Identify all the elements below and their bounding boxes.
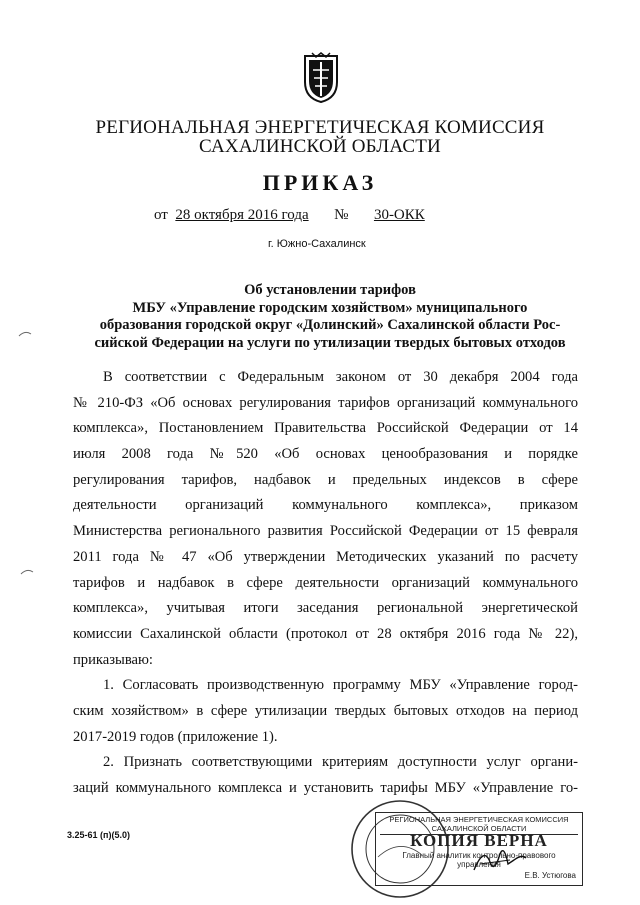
stamp-signer: Е.В. Устюгова: [524, 871, 576, 880]
item1-line: ским хозяйством» в сфере утилизации твердых бытовых отходов на период: [73, 702, 578, 719]
coat-of-arms-icon: [302, 52, 340, 104]
scan-mark: [18, 330, 32, 338]
item1-line: 1. Согласовать производственную программу МБУ «Управление город-: [103, 677, 578, 694]
order-subject: [70, 282, 590, 352]
order-number: 30-ОКК: [373, 207, 425, 223]
body-line: Министерства регионального развития Российской Федерации от 15 февраля: [73, 523, 578, 540]
document-type-title: ПРИКАЗ: [262, 170, 378, 195]
body-line: деятельности организаций коммунального комплекса», приказом: [73, 497, 578, 514]
subject-line: Об установлении тарифов: [244, 282, 416, 298]
body-line: регулирования тарифов, надбавок и предельных индексов в сфере: [73, 471, 578, 488]
body-line: комиссии Сахалинской области (протокол от 28 октября 2016 года № 22),: [73, 625, 578, 642]
organization-name-line2: САХАЛИНСКОЙ ОБЛАСТИ: [199, 136, 441, 157]
document-code: 3.25-61 (п)(5.0): [67, 830, 130, 840]
body-line: июля 2008 года №520 «Об основах ценообразования и порядке: [73, 446, 578, 463]
item2-line: 2. Признать соответствующими критериям доступности услуг органи-: [103, 754, 578, 771]
item2-line: заций коммунального комплекса и установить тарифы МБУ «Управление го-: [73, 780, 578, 796]
body-line: приказываю:: [73, 651, 153, 668]
order-date-number-line: [154, 207, 425, 224]
subject-line: МБУ «Управление городским хозяйством» муниципального: [132, 299, 528, 316]
item1-line: 2017-2019 годов (приложение 1).: [73, 728, 278, 745]
organization-name-line1: РЕГИОНАЛЬНАЯ ЭНЕРГЕТИЧЕСКАЯ КОМИССИЯ: [95, 117, 545, 138]
stamp-position: Главный аналитик контрольно-правового управления: [402, 851, 556, 869]
stamp-title: КОПИЯ ВЕРНА: [410, 831, 548, 850]
body-line: тарифов и надбавок в сфере деятельности организаций коммунального: [73, 574, 578, 591]
body-line: комплекса», Постановлением Правительства Российской Федерации от 14: [73, 420, 578, 437]
stamp-department: РЕГИОНАЛЬНАЯ ЭНЕРГЕТИЧЕСКАЯ КОМИССИЯ САХАЛИНСКОЙ ОБЛАСТИ: [380, 815, 578, 835]
order-date: 28 октября 2016 года: [175, 207, 309, 223]
body-line: В соответствии с Федеральным законом от 30 декабря 2004 года: [103, 369, 578, 385]
handwritten-signature: [470, 840, 530, 880]
number-label: №: [334, 207, 349, 223]
scan-mark: [20, 568, 34, 576]
body-line: № 210-ФЗ «Об основах регулирования тарифов организаций коммунального: [73, 394, 578, 411]
body-line: 2011 года № 47 «Об утверждении Методических указаний по расчету: [73, 548, 578, 565]
subject-line: сийской Федерации на услуги по утилизации твердых бытовых отходов: [94, 334, 566, 351]
order-body: [73, 365, 578, 802]
city-name: г. Южно-Сахалинск: [268, 238, 366, 250]
body-line: комплекса», учитывая итоги заседания региональной энергетической: [73, 600, 578, 617]
from-label: от: [154, 207, 168, 223]
subject-line: образования городской округ «Долинский» Сахалинской области Рос-: [99, 317, 561, 333]
